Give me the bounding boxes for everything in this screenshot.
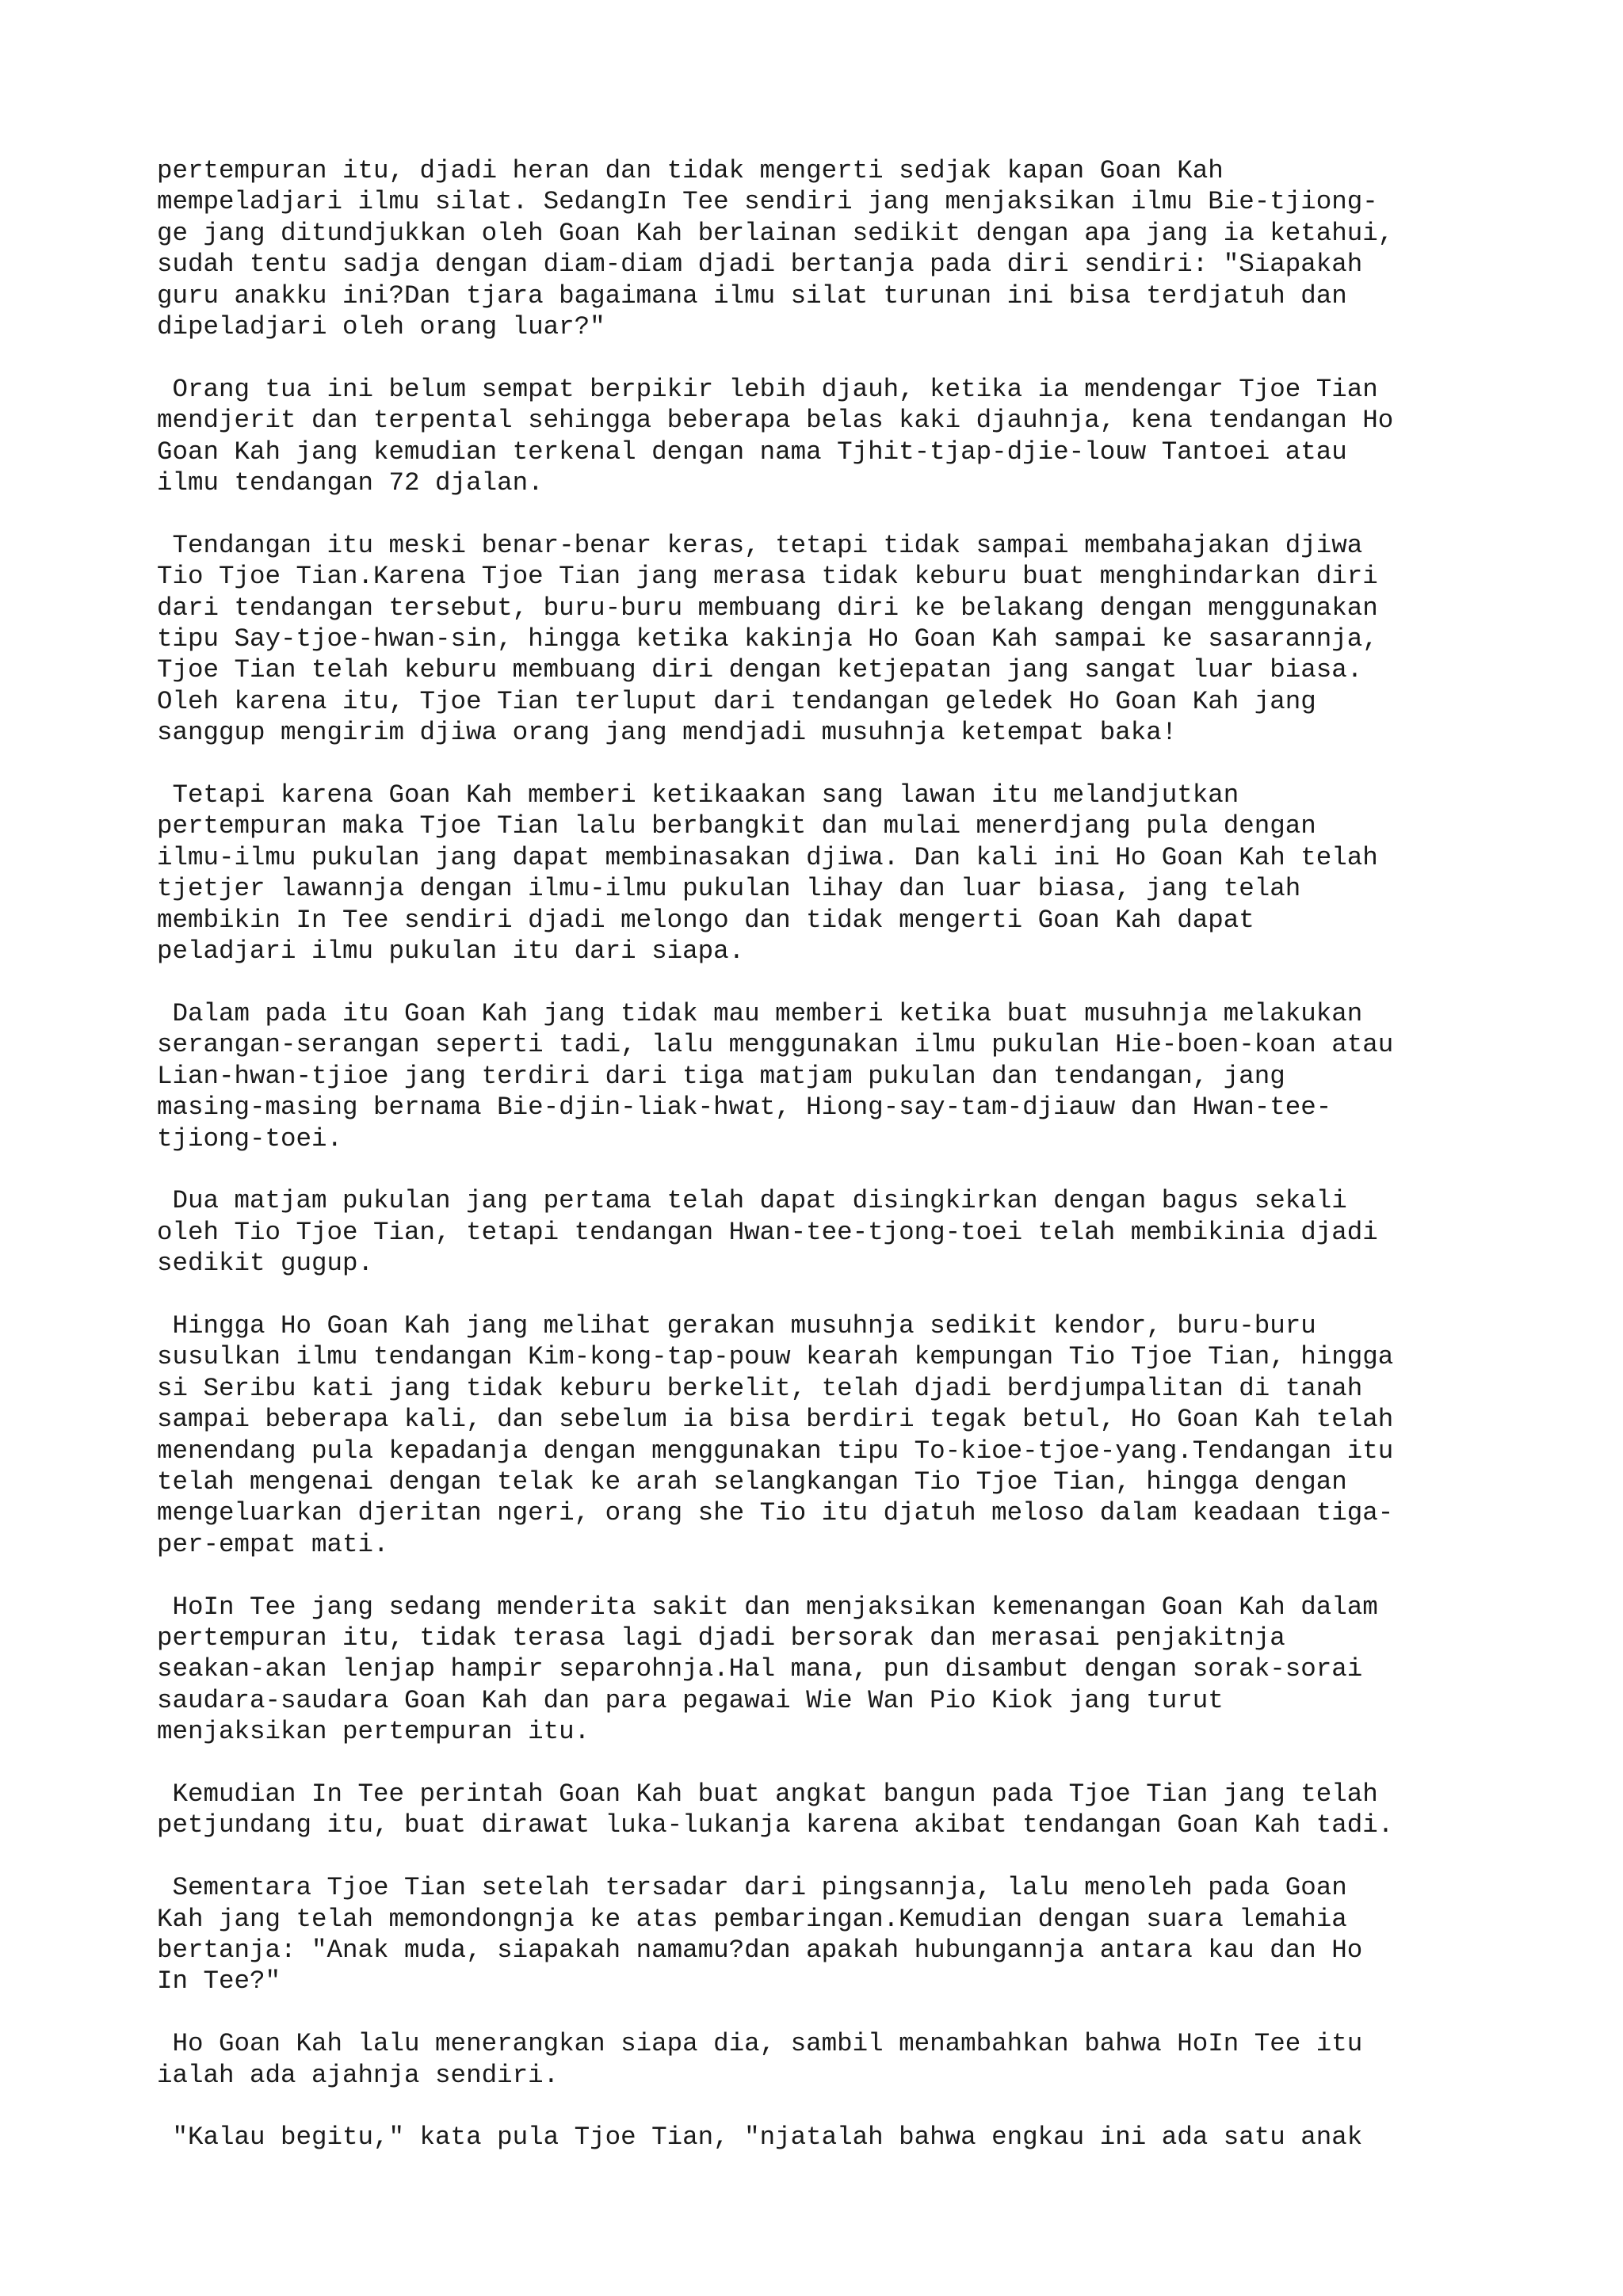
text-line: guru anakku ini?Dan tjara bagaimana ilmu silat turunan ini bisa terdjatuh dan — [157, 280, 1347, 311]
text-line: sudah tentu sadja dengan diam-diam djadi bertanja pada diri sendiri: "Siapakah — [157, 250, 1363, 280]
text-line: menendang pula kepadanja dengan menggunakan tipu To-kioe-tjoe-yang.Tendangan itu — [157, 1436, 1394, 1466]
text-line: ge jang ditundjukkan oleh Goan Kah berlainan sedikit dengan apa jang ia ketahui, — [157, 218, 1394, 248]
text-line: serangan-serangan seperti tadi, lalu menggunakan ilmu pukulan Hie-boen-koan atau — [157, 1030, 1394, 1060]
text-line: menjaksikan pertempuran itu. — [157, 1717, 590, 1747]
text-line: peladjari ilmu pukulan itu dari siapa. — [157, 936, 745, 967]
text-line: mempeladjari ilmu silat. SedangIn Tee sendiri jang menjaksikan ilmu Bie-tjiong- — [157, 187, 1378, 217]
text-line: ilmu tendangan 72 djalan. — [157, 468, 544, 498]
paragraph — [157, 530, 1504, 749]
document-page — [157, 155, 1504, 2153]
text-line: ilmu-ilmu pukulan jang dapat membinasakan djiwa. Dan kali ini Ho Goan Kah telah — [157, 842, 1378, 872]
text-line: susulkan ilmu tendangan Kim-kong-tap-pouw kearah kempungan Tio Tjoe Tian, hingga — [157, 1342, 1394, 1372]
text-line: Tjoe Tian telah keburu membuang diri dengan ketjepatan jang sangat luar biasa. — [157, 655, 1363, 685]
text-line: Orang tua ini belum sempat berpikir lebih djauh, ketika ia mendengar Tjoe Tian — [157, 374, 1378, 404]
text-line: Kah jang telah memondongnja ke atas pembaringan.Kemudian dengan suara lemahia — [157, 1904, 1347, 1934]
text-line: dipeladjari oleh orang luar?" — [157, 312, 605, 342]
text-line: si Seribu kati jang tidak keburu berkelit, telah djadi berdjumpalitan di tanah — [157, 1373, 1363, 1403]
text-line: tjetjer lawannja dengan ilmu-ilmu pukulan lihay dan luar biasa, jang telah — [157, 874, 1301, 904]
paragraph — [157, 2028, 1504, 2091]
paragraph — [157, 155, 1504, 342]
paragraph — [157, 374, 1504, 499]
text-line: Dua matjam pukulan jang pertama telah dapat disingkirkan dengan bagus sekali — [157, 1186, 1347, 1216]
text-line: oleh Tio Tjoe Tian, tetapi tendangan Hwan-tee-tjong-toei telah membikinia djadi — [157, 1217, 1378, 1247]
text-line: mendjerit dan terpental sehingga beberapa belas kaki djauhnja, kena tendangan Ho — [157, 406, 1394, 436]
text-line: per-empat mati. — [157, 1529, 389, 1559]
text-line: Lian-hwan-tjioe jang terdiri dari tiga matjam pukulan dan tendangan, jang — [157, 1061, 1285, 1091]
text-line: Goan Kah jang kemudian terkenal dengan nama Tjhit-tjap-djie-louw Tantoei atau — [157, 437, 1347, 467]
paragraph — [157, 2122, 1504, 2153]
text-line: "Kalau begitu," kata pula Tjoe Tian, "njatalah bahwa engkau ini ada satu anak — [157, 2122, 1363, 2153]
text-line: masing-masing bernama Bie-djin-liak-hwat, Hiong-say-tam-djiauw dan Hwan-tee- — [157, 1093, 1332, 1123]
text-line: bertanja: "Anak muda, siapakah namamu?dan apakah hubungannja antara kau dan Ho — [157, 1936, 1363, 1966]
text-line: tipu Say-tjoe-hwan-sin, hingga ketika kakinja Ho Goan Kah sampai ke sasarannja, — [157, 624, 1378, 654]
text-line: dari tendangan tersebut, buru-buru membuang diri ke belakang dengan menggunakan — [157, 593, 1378, 623]
text-line: In Tee?" — [157, 1966, 281, 1997]
text-line: sedikit gugup. — [157, 1249, 374, 1279]
text-line: Kemudian In Tee perintah Goan Kah buat angkat bangun pada Tjoe Tian jang telah — [157, 1779, 1378, 1809]
paragraph — [157, 1185, 1504, 1279]
text-line: pertempuran itu, tidak terasa lagi djadi bersorak dan merasai penjakitnja — [157, 1623, 1285, 1653]
text-line: pertempuran maka Tjoe Tian lalu berbangkit dan mulai menerdjang pula dengan — [157, 811, 1316, 841]
paragraph — [157, 1779, 1504, 1841]
text-line: Ho Goan Kah lalu menerangkan siapa dia, sambil menambahkan bahwa HoIn Tee itu — [157, 2029, 1363, 2059]
text-line: Tetapi karena Goan Kah memberi ketikaakan sang lawan itu melandjutkan — [157, 780, 1239, 810]
text-line: Sementara Tjoe Tian setelah tersadar dari pingsannja, lalu menoleh pada Goan — [157, 1873, 1347, 1903]
text-line: membikin In Tee sendiri djadi melongo dan tidak mengerti Goan Kah dapat — [157, 905, 1254, 935]
paragraph — [157, 998, 1504, 1154]
text-line: ialah ada ajahnja sendiri. — [157, 2060, 559, 2090]
text-line: Hingga Ho Goan Kah jang melihat gerakan musuhnja sedikit kendor, buru-buru — [157, 1310, 1316, 1341]
text-line: telah mengenai dengan telak ke arah selangkangan Tio Tjoe Tian, hingga dengan — [157, 1466, 1347, 1497]
text-line: sampai beberapa kali, dan sebelum ia bisa berdiri tegak betul, Ho Goan Kah telah — [157, 1405, 1394, 1435]
paragraph — [157, 1592, 1504, 1748]
text-line: Dalam pada itu Goan Kah jang tidak mau memberi ketika buat musuhnja melakukan — [157, 998, 1363, 1028]
text-line: Tio Tjoe Tian.Karena Tjoe Tian jang merasa tidak keburu buat menghindarkan diri — [157, 562, 1378, 592]
paragraph — [157, 1872, 1504, 1997]
text-line: petjundang itu, buat dirawat luka-lukanja karena akibat tendangan Goan Kah tadi. — [157, 1810, 1394, 1840]
text-line: seakan-akan lenjap hampir separohnja.Hal mana, pun disambut dengan sorak-sorai — [157, 1654, 1363, 1684]
text-line: sanggup mengirim djiwa orang jang mendjadi musuhnja ketempat baka! — [157, 718, 1178, 748]
text-line: mengeluarkan djeritan ngeri, orang she Tio itu djatuh meloso dalam keadaan tiga- — [157, 1498, 1394, 1528]
paragraph — [157, 1310, 1504, 1560]
text-line: HoIn Tee jang sedang menderita sakit dan menjaksikan kemenangan Goan Kah dalam — [157, 1592, 1378, 1622]
text-line: pertempuran itu, djadi heran dan tidak mengerti sedjak kapan Goan Kah — [157, 156, 1224, 185]
text-line: tjiong-toei. — [157, 1123, 343, 1154]
paragraph — [157, 780, 1504, 967]
text-line: Oleh karena itu, Tjoe Tian terluput dari tendangan geledek Ho Goan Kah jang — [157, 686, 1316, 716]
text-line: saudara-saudara Goan Kah dan para pegawai Wie Wan Pio Kiok jang turut — [157, 1685, 1224, 1715]
text-line: Tendangan itu meski benar-benar keras, tetapi tidak sampai membahajakan djiwa — [157, 530, 1363, 560]
